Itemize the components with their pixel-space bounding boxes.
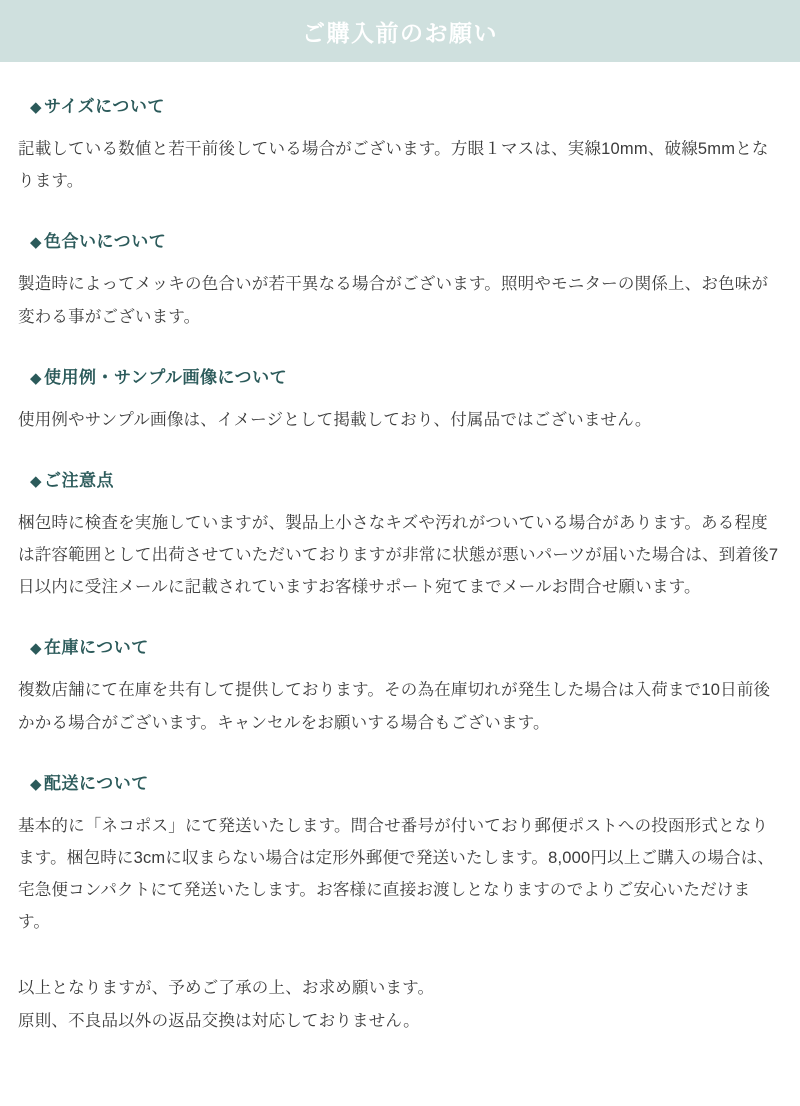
diamond-bullet-icon: ◆ — [30, 369, 43, 387]
section-body-size: 記載している数値と若干前後している場合がございます。方眼１マスは、実線10mm、破線5mmとなります。 — [18, 140, 769, 191]
section-body-cautions: 梱包時に検査を実施していますが、製品上小さなキズや汚れがついている場合があります。ある程度は許容範囲として出荷させていただいておりますが非常に状態が悪いパーツが届いた場合は、到着後7日以内に受注メールに記載されていますお客様サポート宛てまでメールお問合せ願います。 — [18, 513, 779, 597]
section-color — [18, 227, 782, 332]
section-heading-cautions — [30, 466, 782, 491]
section-heading-stock-label: 在庫について — [44, 638, 149, 658]
section-body-stock: 複数店舗にて在庫を共有して提供しております。その為在庫切れが発生した場合は入荷まで10日前後かかる場合がございます。キャンセルをお願いする場合もございます。 — [18, 681, 771, 732]
page-title: ご購入前のお願い — [302, 19, 498, 46]
closing-note-line-1: 以上となりますが、予めご了承の上、お求め願います。 — [18, 979, 435, 998]
section-body-shipping: 基本的に「ネコポス」にて発送いたします。問合せ番号が付いており郵便ポストへの投函形式となります。梱包時に3cmに収まらない場合は定形外郵便で発送いたします。8,000円以上ご購入の場合は、宅急便コンパクトにて発送いたします。お客様に直接お渡しとなりますのでよりご安心いただけます。 — [18, 816, 775, 932]
closing-note — [18, 972, 782, 1036]
diamond-bullet-icon: ◆ — [30, 775, 43, 793]
section-size — [18, 92, 782, 197]
section-body-sample-images: 使用例やサンプル画像は、イメージとして掲載しており、付属品ではございません。 — [18, 410, 652, 429]
section-heading-sample-images — [30, 363, 782, 388]
section-heading-sample-images-label: 使用例・サンプル画像について — [44, 367, 288, 387]
diamond-bullet-icon: ◆ — [30, 234, 43, 252]
section-shipping — [18, 769, 782, 939]
page-header — [0, 0, 800, 62]
section-heading-color — [30, 227, 782, 252]
page-content — [0, 92, 800, 1061]
diamond-bullet-icon: ◆ — [30, 472, 43, 490]
section-heading-color-label: 色合いについて — [44, 232, 167, 252]
section-heading-shipping — [30, 769, 782, 794]
section-sample-images — [18, 363, 782, 436]
closing-note-line-2: 原則、不良品以外の返品交換は対応しておりません。 — [18, 1011, 420, 1030]
section-heading-cautions-label: ご注意点 — [44, 470, 115, 490]
section-heading-shipping-label: 配送について — [44, 773, 149, 793]
diamond-bullet-icon: ◆ — [30, 99, 43, 116]
section-stock — [18, 633, 782, 738]
section-body-color: 製造時によってメッキの色合いが若干異なる場合がございます。照明やモニターの関係上、お色味が変わる事がございます。 — [18, 275, 769, 326]
section-heading-size — [30, 92, 782, 117]
section-heading-size-label: サイズについて — [44, 97, 165, 116]
section-cautions — [18, 466, 782, 604]
diamond-bullet-icon: ◆ — [30, 640, 43, 658]
section-heading-stock — [30, 633, 782, 658]
